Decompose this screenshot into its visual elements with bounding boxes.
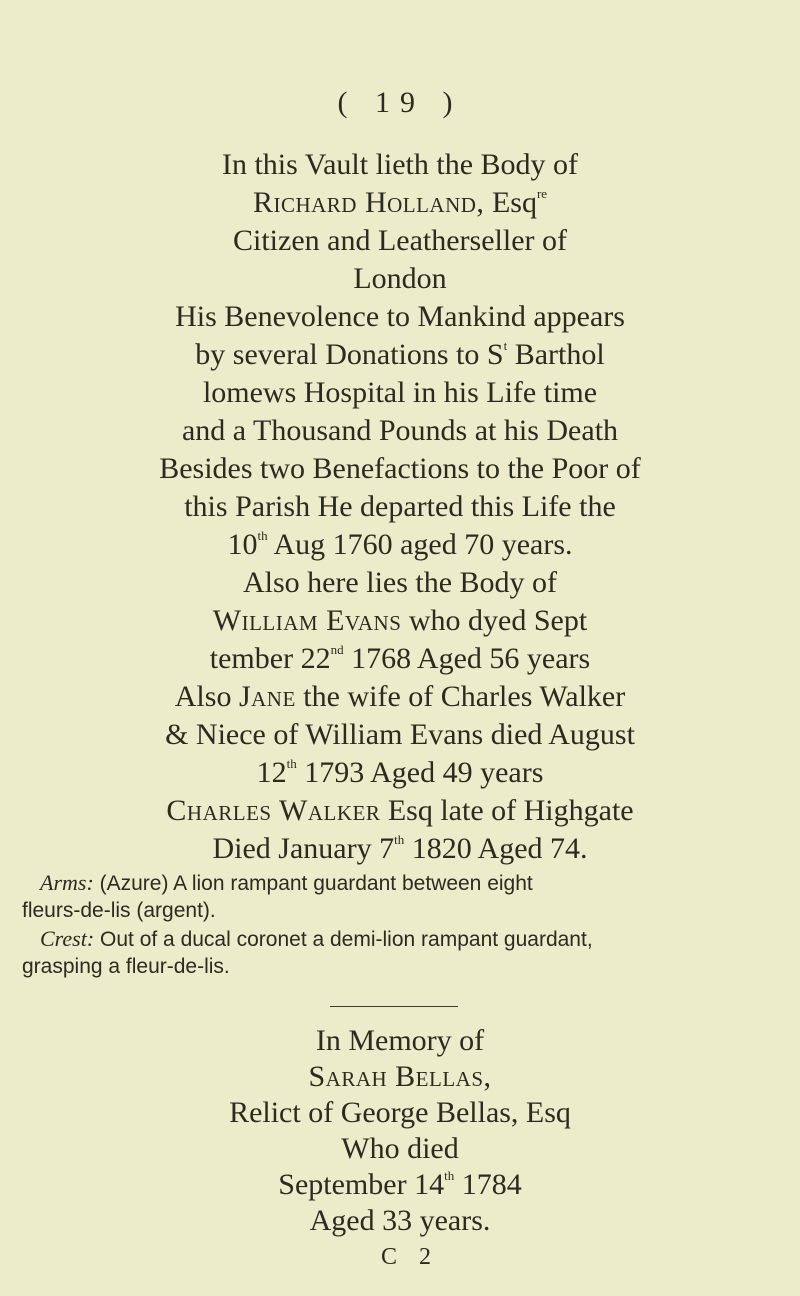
- crest-label: Crest:: [40, 926, 95, 951]
- inscription-text: Barthol: [514, 338, 605, 371]
- inscription-line: [0, 754, 800, 792]
- superscript: th: [394, 832, 405, 847]
- inscription-line: Besides two Benefactions to the Poor of: [159, 452, 641, 485]
- superscript: th: [444, 1168, 455, 1183]
- inscription-line: [0, 640, 800, 678]
- inscription-line: [0, 792, 800, 830]
- inscription-line: Citizen and Leatherseller of: [232, 224, 567, 257]
- superscript: t: [503, 338, 508, 353]
- person-name: Jane: [238, 680, 296, 713]
- inscription-line: [0, 602, 800, 640]
- inscription-text: Also: [174, 680, 232, 713]
- inscription-text: who dyed Sept: [408, 604, 588, 637]
- inscription-text: 1768 Aged 56 years: [351, 642, 591, 675]
- page-number: ( 19 ): [337, 86, 463, 119]
- arms-text: (Azure) A lion rampant guardant between eight: [99, 872, 533, 895]
- arms-note-continued: fleurs-de-lis (argent).: [22, 899, 216, 922]
- inscription-line: and a Thousand Pounds at his Death: [181, 414, 619, 447]
- memorial-line: In Memory of: [315, 1024, 485, 1057]
- memorial-name: Sarah Bellas,: [308, 1060, 492, 1093]
- inscription-line: [0, 830, 800, 868]
- inscription-text: 10: [227, 528, 258, 561]
- inscription-text: 1820 Aged 74.: [411, 832, 588, 865]
- inscription-text: 1784: [461, 1168, 522, 1201]
- crest-text: Out of a ducal coronet a demi-lion rampant guardant,: [100, 928, 593, 951]
- crest-note-continued: grasping a fleur-de-lis.: [22, 955, 230, 978]
- memorial-line: Aged 33 years.: [309, 1204, 491, 1237]
- person-name: Richard Holland,: [252, 186, 485, 219]
- inscription-text: Aug 1760 aged 70 years.: [273, 528, 573, 561]
- crest-note: [40, 926, 762, 953]
- inscription-line: [0, 336, 800, 374]
- inscription-line: His Benevolence to Mankind appears: [175, 300, 625, 333]
- inscription-line: In this Vault lieth the Body of: [221, 148, 579, 181]
- memorial-line: [0, 1166, 800, 1204]
- superscript: th: [286, 756, 297, 771]
- superscript: th: [257, 528, 268, 543]
- inscription-text: the wife of Charles Walker: [303, 680, 626, 713]
- memorial-line: Relict of George Bellas, Esq: [229, 1096, 571, 1129]
- arms-note: [40, 870, 762, 897]
- inscription-text: by several Donations to S: [195, 338, 504, 371]
- signature-mark: C 2: [380, 1244, 439, 1270]
- person-name: William Evans: [212, 604, 402, 637]
- inscription-text: Esq: [491, 186, 537, 219]
- person-name: Charles Walker: [166, 794, 381, 827]
- inscription-line: this Parish He departed this Life the: [184, 490, 616, 523]
- inscription-text: Died January 7: [212, 832, 395, 865]
- inscription-text: 1793 Aged 49 years: [304, 756, 544, 789]
- inscription-line: & Niece of William Evans died August: [165, 718, 635, 751]
- inscription-text: tember 22: [209, 642, 331, 675]
- inscription-line: [0, 526, 800, 564]
- inscription-line: London: [353, 262, 447, 295]
- inscription-line: [0, 184, 800, 222]
- inscription-line: [0, 678, 800, 716]
- superscript: re: [536, 186, 548, 201]
- section-divider: [330, 1006, 458, 1007]
- inscription-text: Esq late of Highgate: [387, 794, 634, 827]
- inscription-text: 12: [256, 756, 287, 789]
- memorial-line: Who died: [341, 1132, 459, 1165]
- inscription-text: September 14: [278, 1168, 445, 1201]
- inscription-line: lomews Hospital in his Life time: [202, 376, 598, 409]
- arms-label: Arms:: [40, 870, 94, 895]
- inscription-line: Also here lies the Body of: [242, 566, 558, 599]
- superscript: nd: [330, 642, 344, 657]
